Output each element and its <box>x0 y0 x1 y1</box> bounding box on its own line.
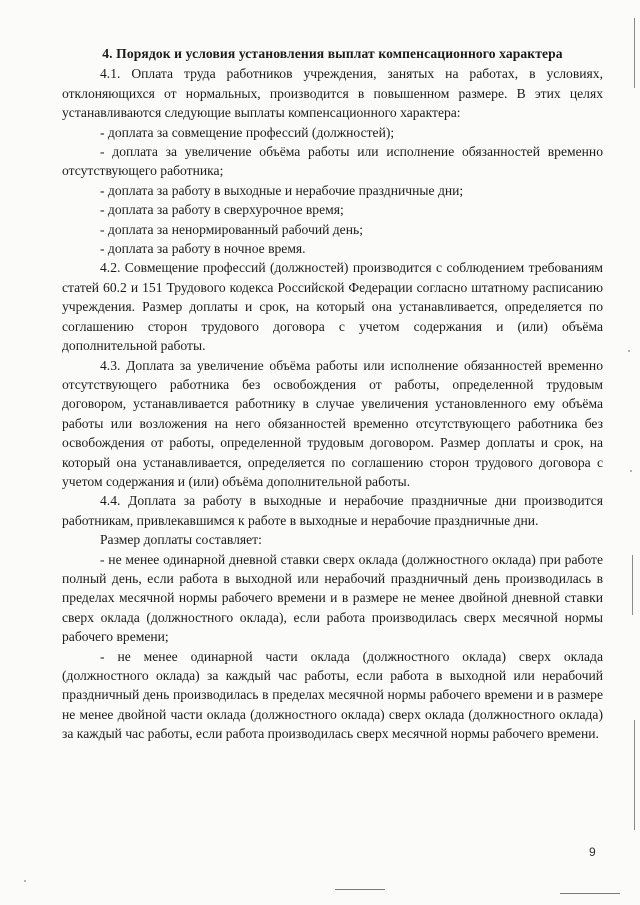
list-item: - доплата за работу в сверхурочное время; <box>100 202 344 218</box>
paragraph: 4.1. Оплата труда работников учреждения, занятых на работах, в условиях, отклоняющихся от нормальных, производится в повышенном размере. В этих целях устанавливаются следующие выплаты компенсационного характера: <box>62 66 603 121</box>
list-item: - доплата за работу в выходные и нерабочие праздничные дни; <box>100 182 464 198</box>
paragraph-list <box>62 64 603 743</box>
paragraph: 4.2. Совмещение профессий (должностей) производится с соблюдением требованиям статей 60.2 и 151 Трудового кодекса Российской Федерации согласно штатному расписанию учреждения. Размер доплаты и срок, на который она устанавливается, определяется по соглашению сторон трудового договора с учетом содержания и (или) объёма дополнительной работы. <box>62 260 603 354</box>
paragraph: 4.3. Доплата за увеличение объёма работы или исполнение обязанностей временно отсутствующего работника без освобождения от работы, определенной трудовым договором, устанавливается работнику в случае увеличения установленного ему объёма работы или возложения на него обязанностей временно отсутствующего работника без освобождения от работы, определенной трудовым договором. Размер доплаты и срок, на который она устанавливается, определяется по соглашению сторон трудового договора с учетом содержания и (или) объёма дополнительной работы. <box>62 357 603 489</box>
section-heading: 4. Порядок и условия установления выплат компенсационного характера <box>102 46 563 61</box>
paragraph: Размер доплаты составляет: <box>100 532 262 548</box>
document-body <box>62 44 603 744</box>
scan-edge-mark <box>632 555 633 615</box>
list-item: - доплата за ненормированный рабочий день; <box>100 221 363 237</box>
page-number: 9 <box>589 845 596 859</box>
list-item: - доплата за увеличение объёма работы или исполнение обязанностей временно отсутствующего работника; <box>62 144 603 179</box>
scan-speck <box>630 470 632 472</box>
paragraph: 4.4. Доплата за работу в выходные и нерабочие праздничные дни производится работникам, привлекавшимся к работе в выходные и нерабочие праздничные дни. <box>62 493 603 528</box>
scan-edge-mark <box>634 720 635 830</box>
scan-line <box>560 893 620 894</box>
list-item: - не менее одинарной дневной ставки сверх оклада (должностного оклада) при работе полный день, если работа в выходной или нерабочий праздничный день производилась в пределах месячной нормы рабочего времени и в размере не менее двойной дневной ставки сверх оклада (должностного оклада), если работа производилась сверх месячной нормы рабочего времени; <box>62 551 603 645</box>
scan-speck <box>24 880 26 882</box>
list-item: - не менее одинарной части оклада (должностного оклада) сверх оклада (должностного оклада) за каждый час работы, если работа в выходной или нерабочий праздничный день производилась в пределах месячной нормы рабочего времени и в размере не менее двойной части оклада (должностного оклада) сверх оклада (должностного оклада) за каждый час работы, если работа производилась сверх месячной нормы рабочего времени. <box>62 648 603 742</box>
scan-edge-mark <box>634 18 635 88</box>
scan-line <box>335 889 385 890</box>
scan-speck <box>628 350 630 352</box>
list-item: - доплата за совмещение профессий (должностей); <box>100 124 395 140</box>
list-item: - доплата за работу в ночное время. <box>100 241 306 257</box>
